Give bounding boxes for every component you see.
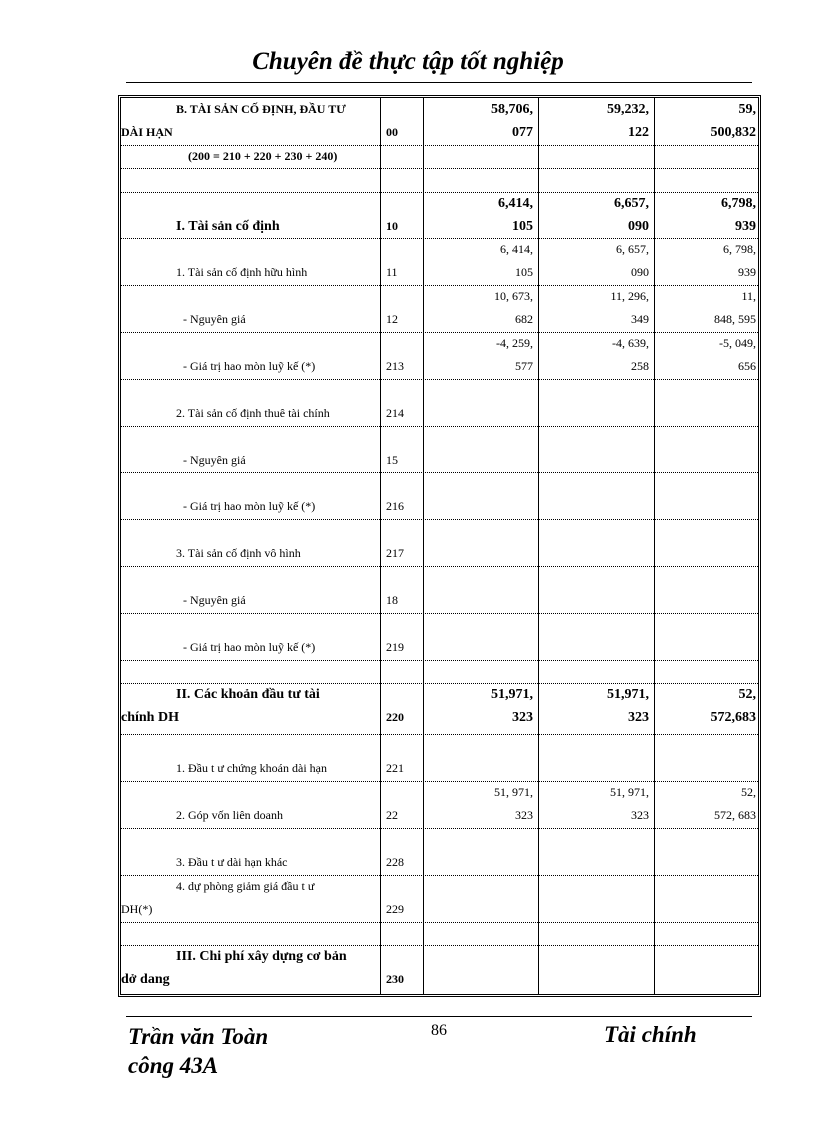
row-label: - Nguyên giá (183, 593, 246, 607)
row-code: 229 (386, 902, 404, 916)
row-label: 4. dự phòng giảm giá đầu t ư (176, 879, 315, 893)
row-label: DH(*) (121, 902, 153, 916)
table-row (121, 945, 758, 994)
row-label: (200 = 210 + 220 + 230 + 240) (188, 149, 338, 163)
value-2011: 572, 683 (714, 808, 756, 822)
row-code: 18 (386, 593, 398, 607)
value-2011: 656 (738, 359, 756, 373)
row-code: 221 (386, 761, 404, 775)
value-2011: 848, 595 (714, 312, 756, 326)
row-code: 214 (386, 406, 404, 420)
value-2011: 6,798, (721, 196, 756, 211)
value-2010: 11, 296, (610, 289, 649, 303)
table-row (121, 683, 758, 735)
row-label: DÀI HẠN (121, 125, 173, 139)
value-2009: -4, 259, (496, 336, 533, 350)
page-header-title: Chuyên đề thực tập tốt nghiệp (252, 48, 564, 75)
header-divider (126, 82, 752, 83)
table-row (121, 379, 758, 427)
row-label: III. Chi phí xây dựng cơ bản (176, 949, 347, 964)
value-2010: -4, 639, (612, 336, 649, 350)
value-2009: 105 (515, 265, 533, 279)
table-row (121, 922, 758, 946)
row-label: chính DH (121, 710, 179, 725)
row-code: 220 (386, 710, 404, 724)
table-row (121, 192, 758, 239)
table-row (121, 332, 758, 380)
row-label: - Giá trị hao mòn luỹ kế (*) (183, 499, 316, 513)
table-row (121, 426, 758, 473)
value-2010: 349 (631, 312, 649, 326)
table-row (121, 145, 758, 169)
value-2009: 077 (512, 125, 533, 140)
table-row (121, 472, 758, 520)
row-label: 3. Đầu t ư dài hạn khác (176, 855, 288, 869)
row-label: dở dang (121, 972, 170, 987)
row-code: 11 (386, 265, 398, 279)
table-row (121, 660, 758, 684)
footer-author (128, 1022, 268, 1080)
row-code: 00 (386, 125, 398, 139)
value-2010: 122 (628, 125, 649, 140)
value-2011: 11, (741, 289, 756, 303)
value-2010: 258 (631, 359, 649, 373)
value-2011: -5, 049, (719, 336, 756, 350)
value-2009: 323 (512, 710, 533, 725)
value-2009: 323 (515, 808, 533, 822)
footer-author-line: công 43A (128, 1053, 219, 1078)
value-2009: 105 (512, 219, 533, 234)
value-2010: 323 (631, 808, 649, 822)
table-row (121, 828, 758, 876)
row-label: 2. Góp vốn liên doanh (176, 808, 283, 822)
row-code: 230 (386, 972, 404, 986)
row-code: 10 (386, 219, 398, 233)
balance-sheet-table (118, 95, 761, 997)
table-row (121, 519, 758, 567)
table-row (121, 566, 758, 614)
value-2009: 577 (515, 359, 533, 373)
row-code: 15 (386, 453, 398, 467)
row-label: I. Tài sản cố định (176, 219, 280, 234)
table-row (121, 238, 758, 286)
row-code: 22 (386, 808, 398, 822)
row-code: 219 (386, 640, 404, 654)
value-2010: 51, 971, (610, 785, 649, 799)
value-2010: 090 (631, 265, 649, 279)
value-2010: 6,657, (614, 196, 649, 211)
row-label: 2. Tài sản cố định thuê tài chính (176, 406, 330, 420)
row-label: - Nguyên giá (183, 453, 246, 467)
table-row (121, 98, 758, 146)
value-2009: 6, 414, (500, 242, 533, 256)
row-code: 12 (386, 312, 398, 326)
table-row (121, 781, 758, 829)
footer-author-line: Trần văn Toàn (128, 1024, 269, 1049)
value-2010: 6, 657, (616, 242, 649, 256)
row-code: 213 (386, 359, 404, 373)
page-number: 86 (431, 1022, 447, 1039)
value-2011: 52, (738, 687, 756, 702)
value-2011: 6, 798, (723, 242, 756, 256)
value-2011: 572,683 (710, 710, 756, 725)
value-2009: 58,706, (491, 102, 533, 117)
value-2011: 52, (741, 785, 756, 799)
row-label: 1. Tài sản cố định hữu hình (176, 265, 308, 279)
value-2009: 6,414, (498, 196, 533, 211)
row-label: - Nguyên giá (183, 312, 246, 326)
value-2011: 939 (735, 219, 756, 234)
value-2010: 323 (628, 710, 649, 725)
value-2010: 59,232, (607, 102, 649, 117)
footer-department: Tài chính (604, 1022, 697, 1047)
value-2009: 10, 673, (494, 289, 533, 303)
value-2010: 090 (628, 219, 649, 234)
row-label: - Giá trị hao mòn luỹ kế (*) (183, 359, 316, 373)
row-label: II. Các khoản đầu tư tài (176, 687, 320, 702)
value-2009: 51,971, (491, 687, 533, 702)
table-row (121, 734, 758, 782)
row-label: 3. Tài sản cố định vô hình (176, 546, 301, 560)
value-2011: 500,832 (710, 125, 756, 140)
row-label: 1. Đầu t ư chứng khoán dài hạn (176, 761, 327, 775)
table-row (121, 613, 758, 661)
table-row (121, 168, 758, 193)
row-label: B. TÀI SẢN CỐ ĐỊNH, ĐẦU TƯ (176, 102, 346, 116)
value-2010: 51,971, (607, 687, 649, 702)
footer-divider (126, 1016, 752, 1017)
value-2011: 59, (738, 102, 756, 117)
value-2011: 939 (738, 265, 756, 279)
row-label: - Giá trị hao mòn luỹ kế (*) (183, 640, 316, 654)
table-row (121, 285, 758, 333)
row-code: 217 (386, 546, 404, 560)
table-row (121, 875, 758, 923)
row-code: 228 (386, 855, 404, 869)
value-2009: 682 (515, 312, 533, 326)
value-2009: 51, 971, (494, 785, 533, 799)
row-code: 216 (386, 499, 404, 513)
